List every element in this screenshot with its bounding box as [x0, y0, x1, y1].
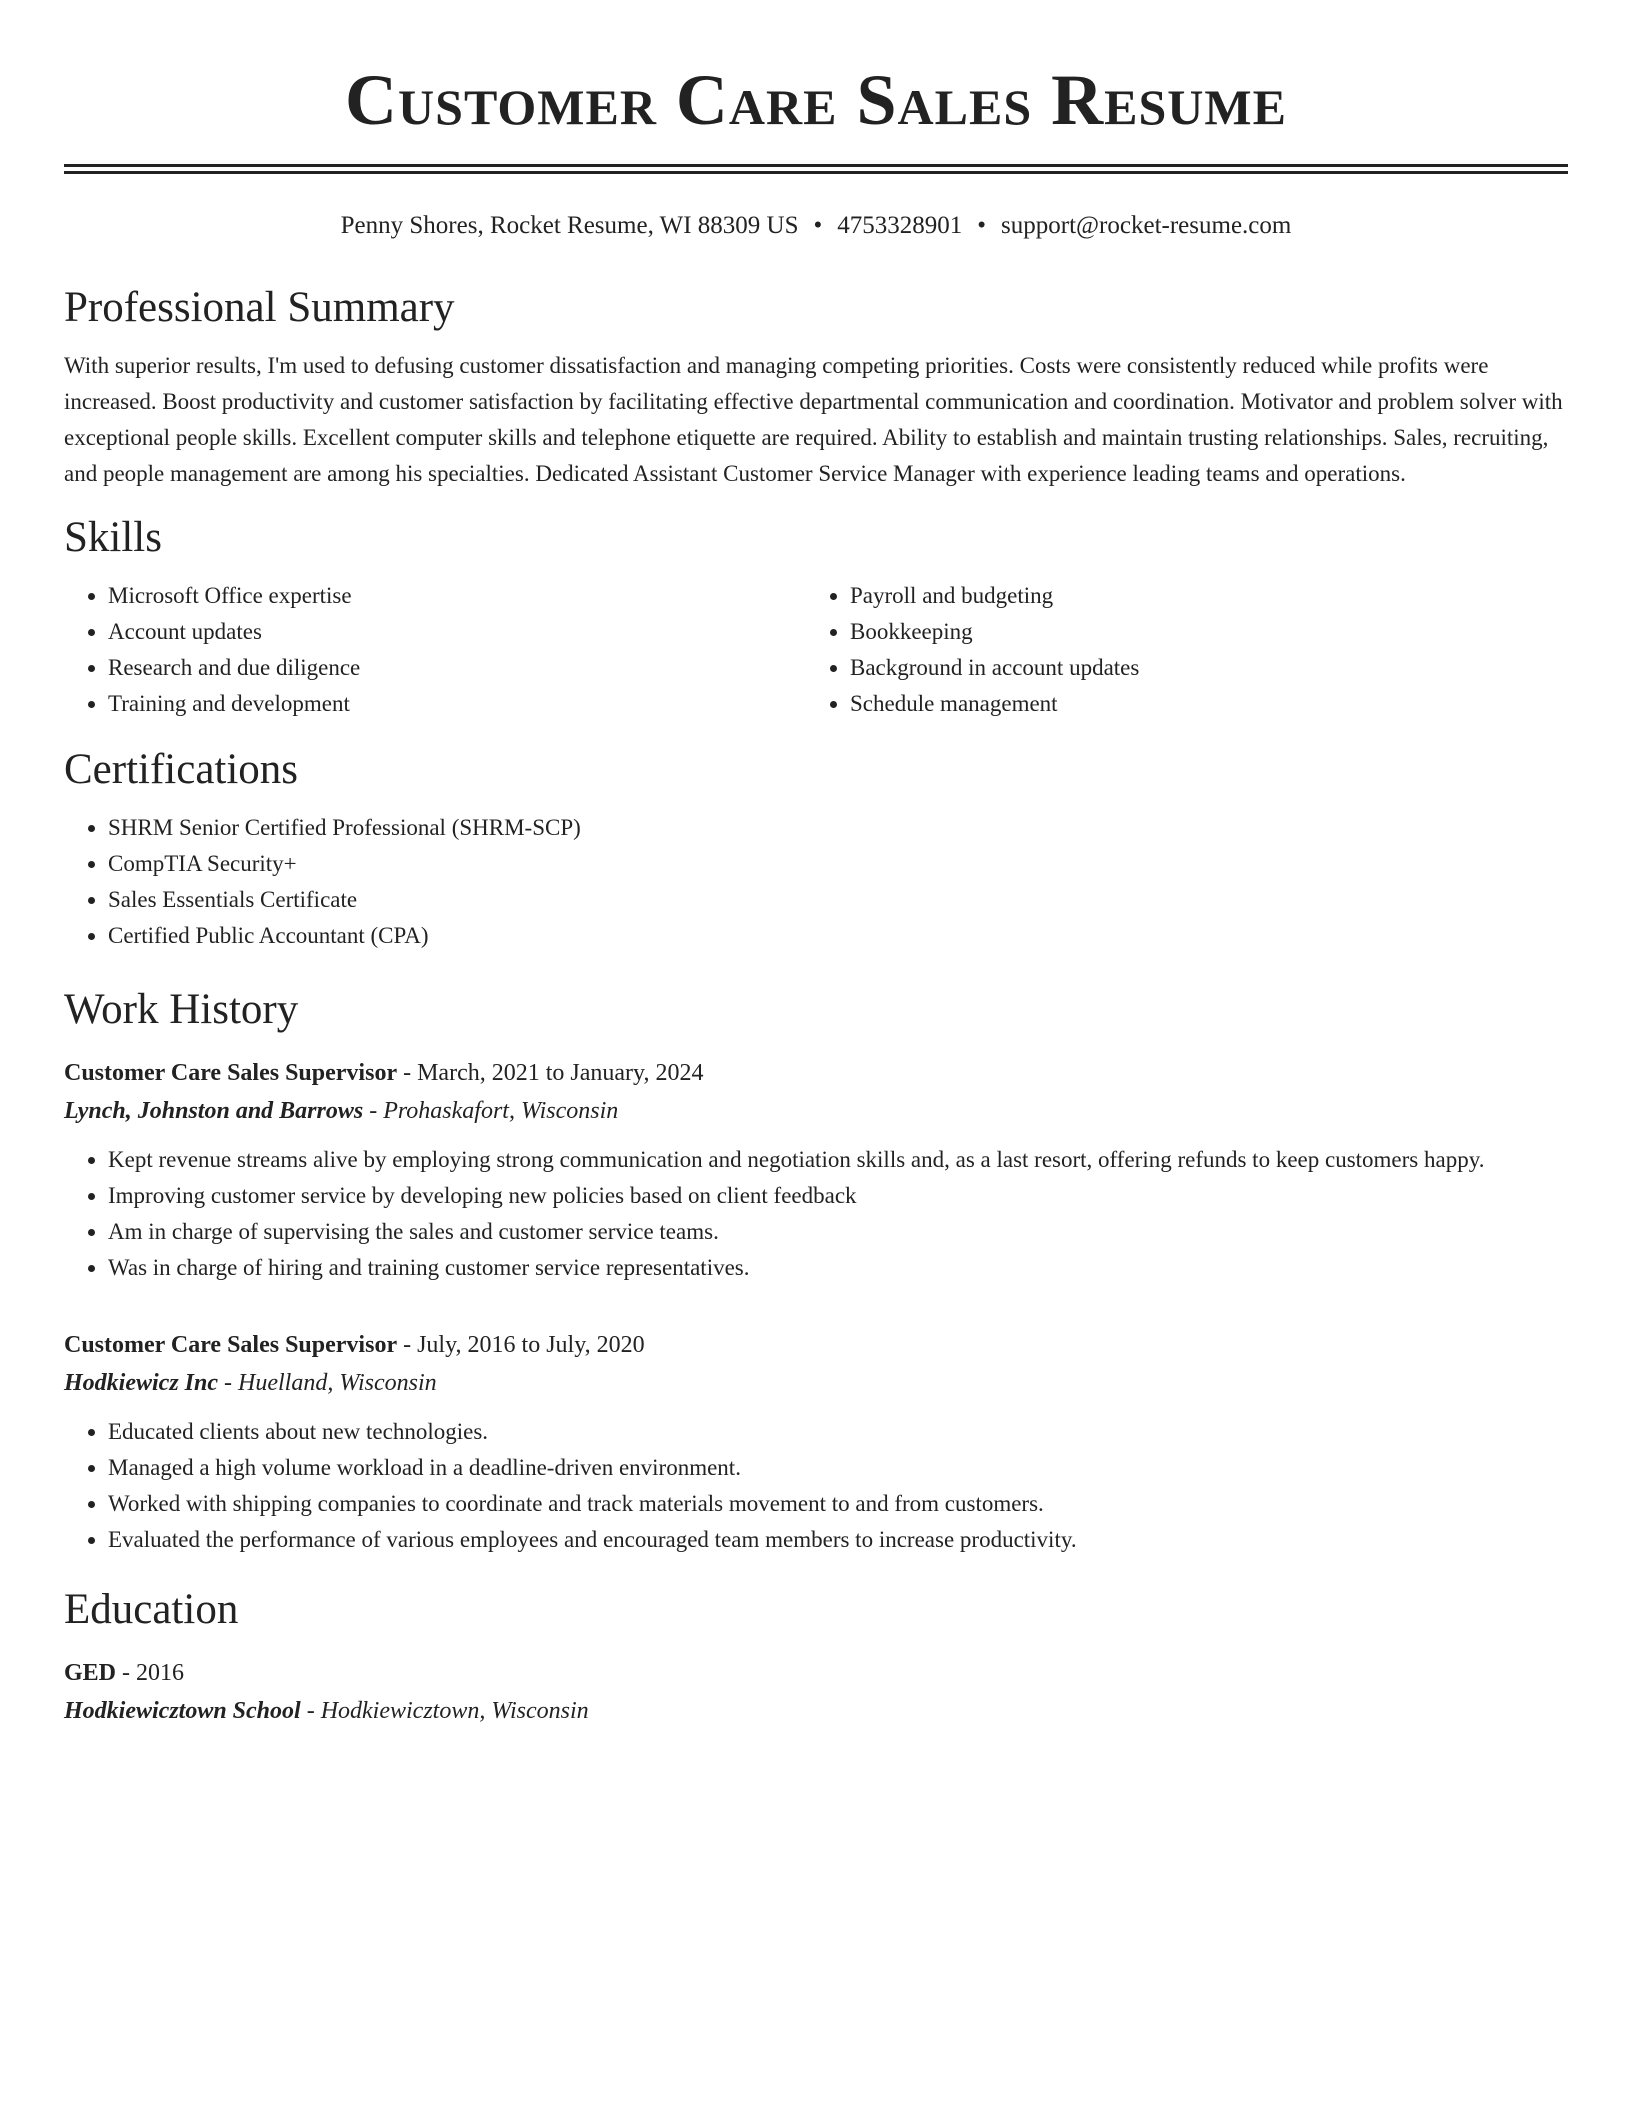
- job-company-line: [64, 1364, 1568, 1402]
- summary-heading: Professional Summary: [64, 284, 455, 331]
- certification-item: • Certified Public Accountant (CPA): [108, 918, 1568, 954]
- summary-section: [64, 282, 1568, 492]
- job-entry: [64, 1326, 1568, 1558]
- certifications-list: [64, 810, 1568, 954]
- skills-columns: [64, 564, 1568, 722]
- work-history-section: [64, 984, 1568, 1558]
- skill-item: • Account updates: [108, 614, 806, 650]
- job-company-line: [64, 1092, 1568, 1130]
- job-bullet: • Educated clients about new technologies.: [108, 1414, 1568, 1450]
- job-role: Customer Care Sales Supervisor: [64, 1332, 398, 1358]
- skill-item: • Background in account updates: [850, 650, 1548, 686]
- resume-title: Customer Care Sales Resume: [345, 60, 1287, 140]
- job-bullet: • Improving customer service by developing new policies based on client feedback: [108, 1178, 1568, 1214]
- skills-list-left: [64, 578, 806, 722]
- job-bullet: • Kept revenue streams alive by employing strong communication and negotiation skills and, as a last resort, offering refunds to keep customers happy.: [108, 1142, 1568, 1178]
- skills-section: [64, 512, 1568, 722]
- summary-text: With superior results, I'm used to defusing customer dissatisfaction and managing competing priorities. Costs were consistently reduced while profits were increased. Boost productivity and customer satisfaction by facilitating effective departmental communication and coordination. Motivator and problem solver with exceptional people skills. Excellent computer skills and telephone etiquette are required. Ability to establish and maintain trusting relationships. Sales, recruiting, and people management are among his specialties. Dedicated Assistant Customer Service Manager with experience leading teams and operations.: [64, 353, 1563, 486]
- job-bullet: • Evaluated the performance of various employees and encouraged team members to increase productivity.: [108, 1522, 1568, 1558]
- skills-list-right: [806, 578, 1548, 722]
- job-location: - Huelland, Wisconsin: [218, 1370, 437, 1396]
- job-title-line: [64, 1054, 1568, 1092]
- contact-line: [64, 210, 1568, 242]
- job-company: Hodkiewicz Inc: [64, 1370, 218, 1396]
- certification-item: • SHRM Senior Certified Professional (SHRM-SCP): [108, 810, 1568, 846]
- skills-heading: Skills: [64, 514, 162, 561]
- certifications-heading: Certifications: [64, 746, 299, 793]
- contact-address: Penny Shores, Rocket Resume, WI 88309 US: [340, 212, 799, 239]
- work-history-heading: Work History: [64, 986, 299, 1033]
- job-bullets: [64, 1142, 1568, 1286]
- skill-item: • Research and due diligence: [108, 650, 806, 686]
- certifications-section: [64, 744, 1568, 954]
- job-title-line: [64, 1326, 1568, 1364]
- job-bullets: [64, 1414, 1568, 1558]
- certification-item: • Sales Essentials Certificate: [108, 882, 1568, 918]
- skill-item: • Training and development: [108, 686, 806, 722]
- education-location: - Hodkiewicztown, Wisconsin: [300, 1698, 589, 1724]
- job-dates: - July, 2016 to July, 2020: [397, 1332, 645, 1358]
- skill-item: • Microsoft Office expertise: [108, 578, 806, 614]
- education-section: [64, 1584, 1568, 1730]
- contact-separator: •: [977, 212, 987, 239]
- education-degree: GED: [64, 1660, 117, 1686]
- job-dates: - March, 2021 to January, 2024: [397, 1060, 704, 1086]
- job-bullet: • Was in charge of hiring and training customer service representatives.: [108, 1250, 1568, 1286]
- job-bullet: • Am in charge of supervising the sales and customer service teams.: [108, 1214, 1568, 1250]
- education-heading: Education: [64, 1586, 239, 1633]
- title-double-rule: [64, 164, 1568, 174]
- job-entry: [64, 1054, 1568, 1286]
- contact-phone: 4753328901: [837, 212, 963, 239]
- certification-item: • CompTIA Security+: [108, 846, 1568, 882]
- job-location: - Prohaskafort, Wisconsin: [363, 1098, 619, 1124]
- skill-item: • Payroll and budgeting: [850, 578, 1548, 614]
- education-degree-line: [64, 1654, 1568, 1692]
- contact-separator: •: [813, 212, 823, 239]
- education-entry: [64, 1654, 1568, 1730]
- job-bullet: • Worked with shipping companies to coordinate and track materials movement to and from customers.: [108, 1486, 1568, 1522]
- skill-item: • Schedule management: [850, 686, 1548, 722]
- job-role: Customer Care Sales Supervisor: [64, 1060, 398, 1086]
- education-school-line: [64, 1692, 1568, 1730]
- education-school: Hodkiewicztown School: [64, 1698, 301, 1724]
- education-year: - 2016: [116, 1660, 185, 1686]
- job-company: Lynch, Johnston and Barrows: [64, 1098, 364, 1124]
- job-bullet: • Managed a high volume workload in a deadline-driven environment.: [108, 1450, 1568, 1486]
- skill-item: • Bookkeeping: [850, 614, 1548, 650]
- contact-email: support@rocket-resume.com: [1001, 212, 1292, 239]
